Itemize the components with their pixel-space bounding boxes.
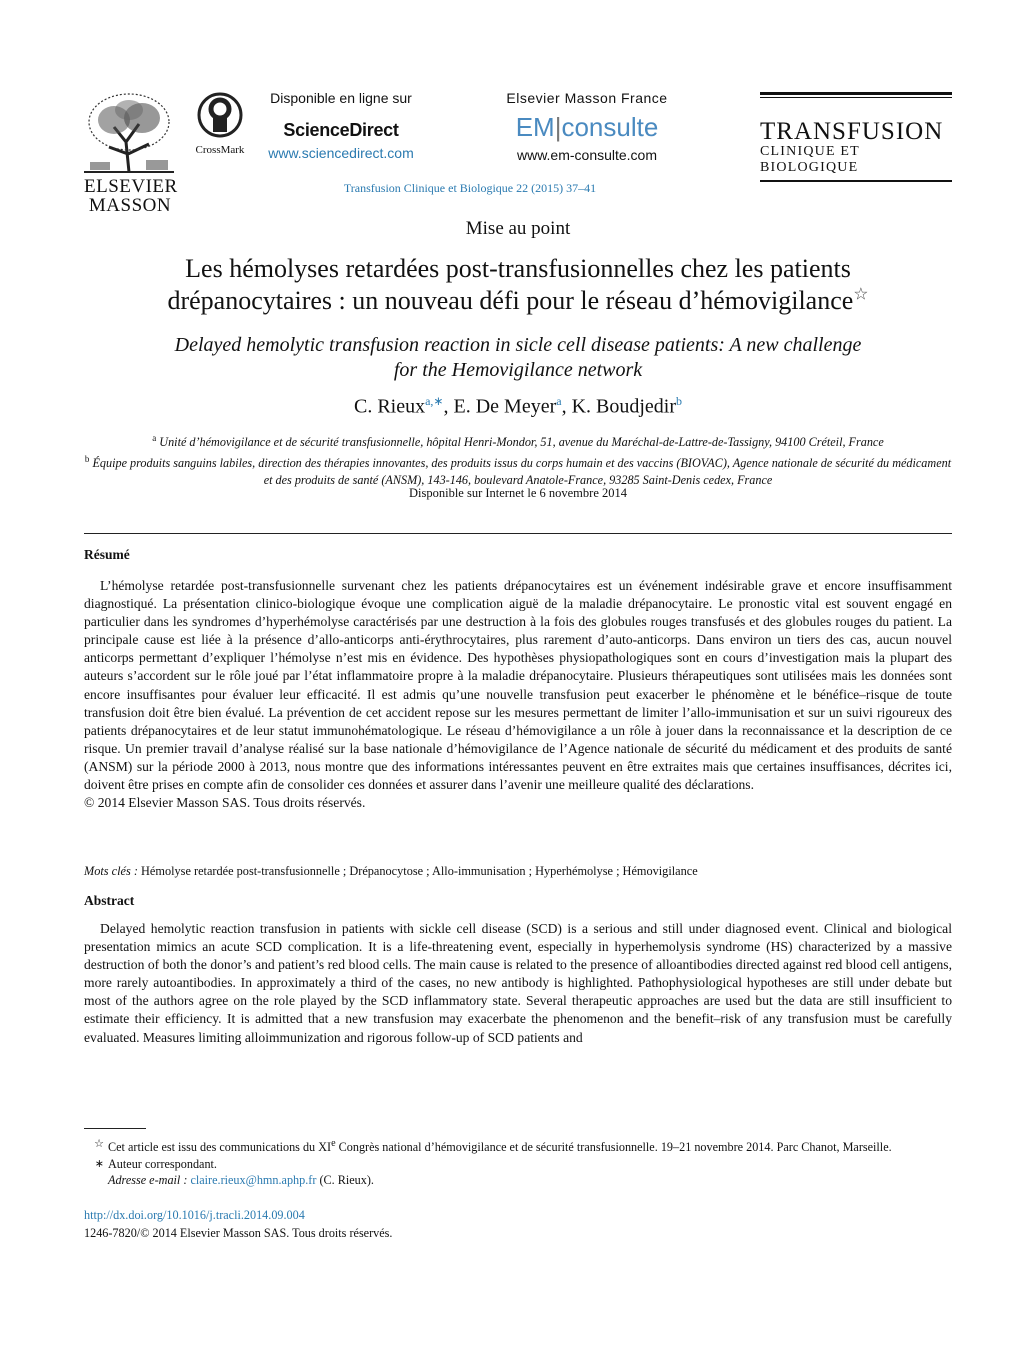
- emconsulte-link[interactable]: www.em-consulte.com: [516, 147, 658, 163]
- author-affil-link[interactable]: a: [556, 394, 562, 408]
- affiliation-mark: a: [152, 433, 157, 443]
- online-date: Disponible sur Internet le 6 novembre 2014: [408, 486, 627, 500]
- doi-link[interactable]: http://dx.doi.org/10.1016/j.tracli.2014.09.004: [84, 1208, 305, 1222]
- resume-copyright: © 2014 Elsevier Masson SAS. Tous droits réservés.: [84, 795, 366, 811]
- footnote-rule: [84, 1128, 146, 1129]
- affiliation-text: Unité d’hémovigilance et de sécurité transfusionnelle, hôpital Henri-Mondor, 51, avenue du Maréchal-de-Lattre-de-Tassigny, 94100 Créteil, France: [159, 435, 884, 450]
- crossmark-label: CrossMark: [195, 144, 245, 156]
- footnote-corr-text: Auteur correspondant.: [108, 1156, 217, 1171]
- affiliation-a: [84, 430, 952, 451]
- keywords-list: Hémolyse retardée post-transfusionnelle ; Drépanocytose ; Allo-immunisation ; Hyperhémolyse ; Hémovigilance: [141, 864, 698, 878]
- sciencedirect-block: [256, 90, 426, 161]
- available-online-text: Disponible en ligne sur: [270, 90, 412, 106]
- footnote-star-sup: e: [331, 1138, 336, 1149]
- title-footnote-star[interactable]: ☆: [853, 284, 869, 304]
- email-suffix: (C. Rieux).: [319, 1173, 374, 1188]
- title-en-line1: Delayed hemolytic transfusion reaction in sicle cell disease patients: A new challenge: [174, 334, 862, 356]
- title-en-line2: for the Hemovigilance network: [393, 359, 643, 381]
- section-divider: [84, 533, 952, 534]
- journal-logo-title: TRANSFUSION: [760, 118, 944, 145]
- abstract-paragraph: Delayed hemolytic reaction transfusion in patients with sickle cell disease (SCD) is a serious and still under diagnosed event. Clinical and biological presentation mimics an acute SCD complication. It is a life-threatening event, especially in hyperhemolysis syndrome (HS) characterized by a massive destruction of both the donor’s and patient’s red blood cells. The main cause is related to the presence of alloantibodies directed against red blood cell antigens, more rarely autoantibodies. In approximately a third of the cases, no new antibody is highlighted. Pathophysiological hypotheses are still under debate but most of the authors agree on the role played by the SCD inflammatory state. Several therapeutic approaches are used but the data are still insufficient to estimate their efficiency. It is admitted that a new transfusion may exacerbate the phenomenon and the benefit–risk of any transfusion must be carefully evaluated. Measures limiting alloimmunization and rigorous follow-up of SCD patients and: [84, 921, 952, 1045]
- affiliations: [84, 430, 952, 489]
- em-publisher-name: Elsevier Masson France: [506, 90, 668, 106]
- keywords: [84, 864, 952, 879]
- footnote-email: [84, 1172, 964, 1189]
- author-name: C. Rieux: [353, 395, 426, 418]
- publisher-name-line2: MASSON: [88, 195, 172, 216]
- title-fr-line2: drépanocytaires : un nouveau défi pour le réseau d’hémovigilance: [167, 286, 854, 315]
- keywords-label: Mots clés :: [84, 864, 138, 878]
- article-type: Mise au point: [465, 218, 571, 239]
- article-title-en: [80, 333, 956, 383]
- author-list: [80, 394, 956, 419]
- author-separator: ,: [561, 395, 572, 418]
- footnote-star: [84, 1136, 964, 1156]
- crossmark-badge[interactable]: [192, 92, 248, 156]
- email-label: Adresse e-mail :: [108, 1173, 188, 1188]
- affiliation-b: [84, 451, 952, 489]
- journal-logo-rule: [760, 97, 952, 98]
- resume-paragraph: L’hémolyse retardée post-transfusionnelle survenant chez les patients drépanocytaires est un événement indésirable grave et encore insuffisamment diagnostiqué. La présentation clinico-biologique évoque une complication aiguë de la maladie drépanocytaire. Le pronostic vital est souvent engagé en particulier dans les syndromes d’hyperhémolyse caractérisés par une destruction à la fois des globules rouges transfusés et des globules rouges du patient. La principale cause est liée à la présence d’allo-anticorps anti-érythrocytaires, plus rarement d’auto-anticorps. Dans environ un tiers des cas, aucun nouvel anticorps permettant d’expliquer l’hémolyse n’est mis en évidence. Des hypothèses physiopathologiques sont en cours d’investigation mais la plupart des auteurs s’accordent sur le rôle joué par l’état inflammatoire propre à la maladie drépanocytaire. Plusieurs thérapeutiques sont utilisées mais les données sont encore insuffisantes pour évaluer leur efficacité. Il est admis qu’une nouvelle transfusion peut exacerber le phénomène et le bénéfice–risque de toute transfusion doit être bien évalué. La prévention de cet accident repose sur les mesures permettant de limiter l’allo-immunisation et sur un suivi rigoureux des patients drépanocytaires et de leur statut immunohématologique. Le réseau d’hémovigilance a un rôle à jouer dans la reconnaissance et la description de ce risque. Un premier travail d’analyse réalisé sur la base nationale d’hémovigilance de l’Agence nationale de sécurité du médicament et des produits de santé (ANSM) sur la période 2000 à 2013, nous montre que des informations intéressantes peuvent en être extraites mais que certaines insuffisances, décrites ici, doivent être prises en compte afin de consolider ces données et assurer dans l’avenir une meilleure qualité des déclarations.: [84, 578, 952, 793]
- footnotes: [84, 1136, 964, 1189]
- author-name: E. De Meyer: [453, 395, 557, 418]
- author-name: K. Boudjedir: [571, 395, 676, 418]
- abstract-body: [84, 920, 952, 1047]
- sciencedirect-link[interactable]: www.sciencedirect.com: [268, 145, 414, 161]
- title-fr-line1: Les hémolyses retardées post-transfusionnelles chez les patients: [185, 254, 851, 283]
- affiliation-text: Équipe produits sanguins labiles, direction des thérapies innovantes, des produits issus du corps humain et des vaccins (BIOVAC), Agence nationale de sécurité du médicament et des produits de santé (ANSM), 143-146, boulevard Anatole-France, 93285 Saint-Denis cedex, France: [92, 456, 952, 488]
- author-affil-link[interactable]: b: [676, 394, 682, 408]
- elsevier-tree-icon: [84, 92, 174, 176]
- emconsulte-logo: EM|consulte: [515, 112, 659, 142]
- footnote-corresponding: [84, 1156, 964, 1173]
- footnote-star-text-post: Congrès national d’hémovigilance et de sécurité transfusionnelle. 19–21 novembre 2014. Parc Chanot, Marseille.: [335, 1140, 892, 1155]
- em-logo-consulte: consulte: [561, 112, 659, 142]
- affiliation-mark: b: [84, 454, 90, 465]
- publisher-name-line1: ELSEVIER: [84, 176, 178, 197]
- author-separator: ,: [443, 395, 454, 418]
- emconsulte-block: [492, 90, 682, 163]
- crossmark-icon: [197, 92, 243, 138]
- journal-logo: [760, 92, 952, 182]
- footnote-corr-mark: ∗: [94, 1157, 104, 1170]
- resume-body: [84, 577, 952, 812]
- author-affil-link[interactable]: a,∗: [425, 394, 444, 408]
- footnote-star-mark: ☆: [94, 1138, 104, 1150]
- article-title-fr: [80, 253, 956, 317]
- journal-logo-rule: [760, 92, 952, 95]
- em-logo-em: EM: [515, 112, 555, 142]
- journal-logo-subtitle: CLINIQUE ET BIOLOGIQUE: [760, 144, 860, 175]
- sciencedirect-logo: ScienceDirect: [283, 120, 399, 140]
- journal-citation[interactable]: Transfusion Clinique et Biologique 22 (2015) 37–41: [343, 181, 597, 195]
- resume-heading: Résumé: [84, 547, 130, 562]
- email-link[interactable]: claire.rieux@hmn.aphp.fr: [190, 1173, 317, 1188]
- issn-copyright: 1246-7820/© 2014 Elsevier Masson SAS. Tous droits réservés.: [84, 1226, 393, 1240]
- abstract-heading: Abstract: [84, 893, 135, 908]
- footnote-star-text: Cet article est issu des communications du XI: [108, 1140, 332, 1155]
